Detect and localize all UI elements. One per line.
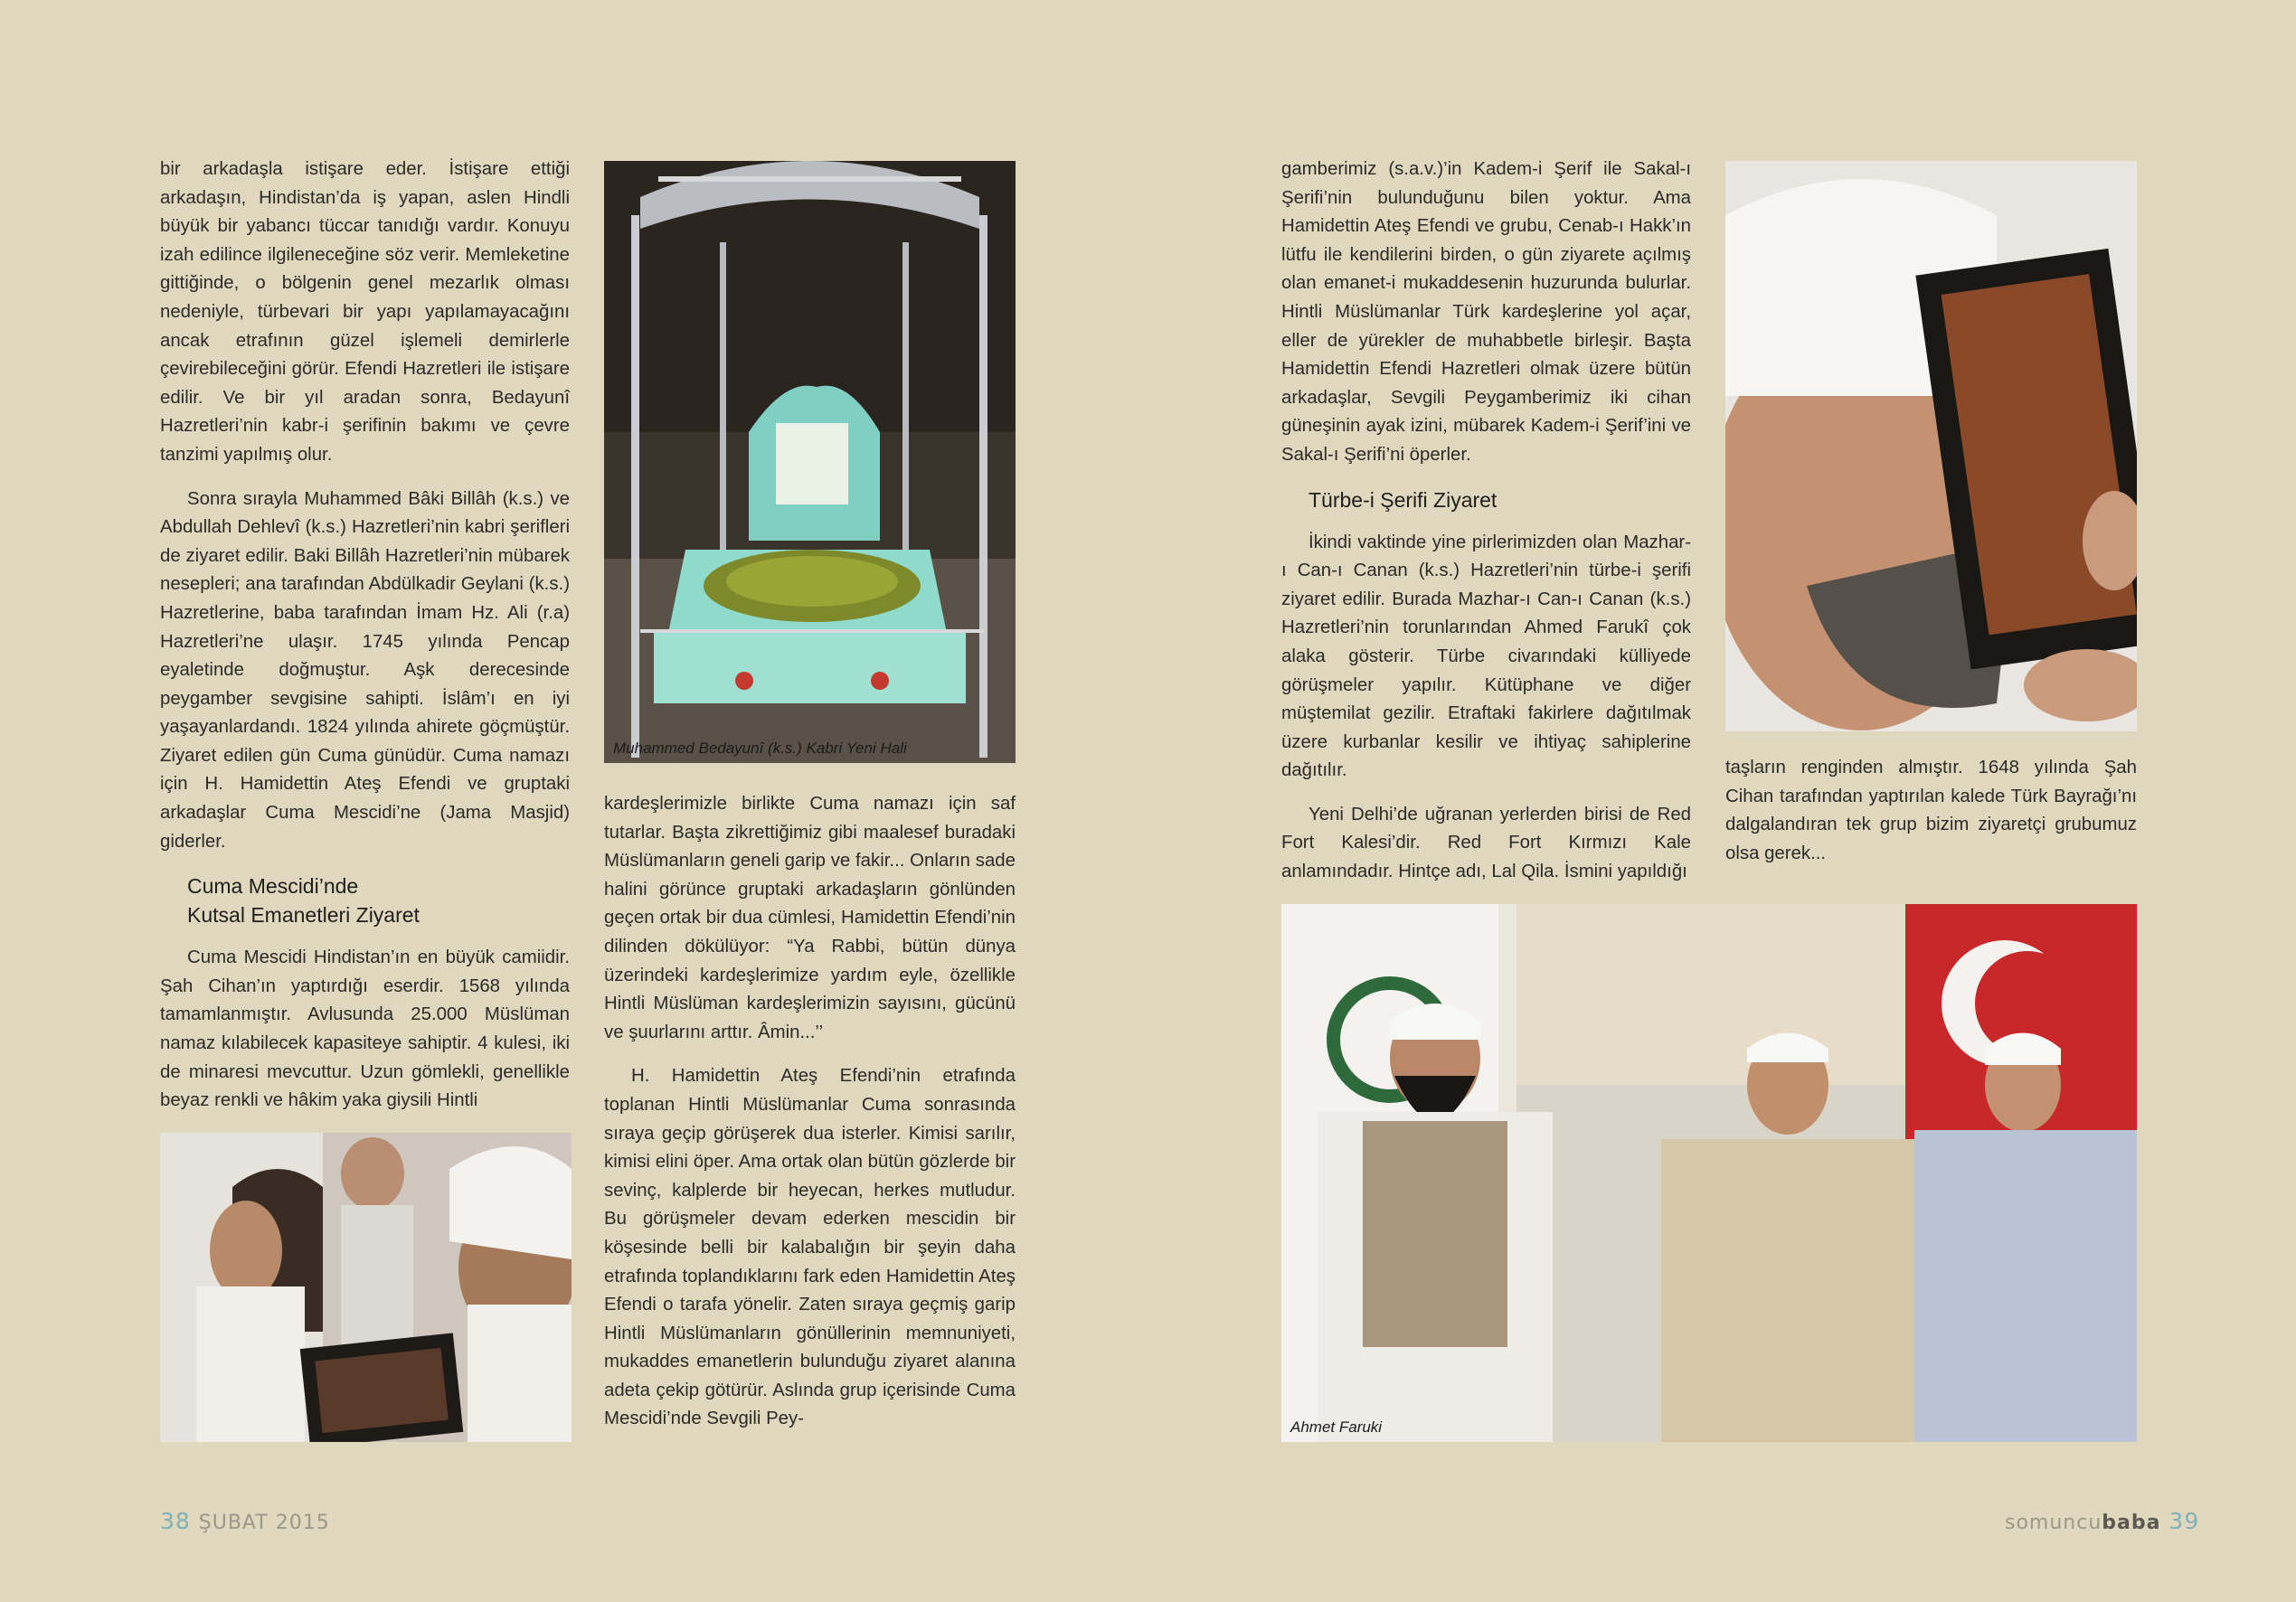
right-page — [1148, 0, 2296, 1602]
paragraph: H. Hamidettin Ateş Efendi’nin etrafında toplanan Hintli Müslümanlar Cuma sonrasında sıraya geçip görüşerek dua isterler. Kimisi sarılır, kimisi elini öper. Ama ortak olan bütün gözlerde bir sevinç, kalplerde bir heyecan, herkes mutludur. Bu görüşmeler devam ederken mescidin bir köşesinde belli bir kalabalığın bir şeyin daha etrafında toplandıklarını fark eden Hamidettin Ateş Efendi o tarafa yönelir. Zaten sıraya geçmiş garip Hintli Müslümanların gönüllerinin memnuniyeti, mukaddes emanetlerin bulunduğu ziyaret alanına adeta çekip götürür. Aslında grup içerisinde Cuma Mescidi’nde Sevgili Pey- — [604, 1066, 1016, 1429]
paragraph: gamberimiz (s.a.v.)’in Kadem-i Şerif ile Sakal-ı Şerifi’nin bulunduğunu bilen yoktur. Ama Hamidettin Ateş Efendi ve grubu, Cenab-ı Hakk’ın lütfu ile kendilerini birden, o gün ziyarete açılmış olan emanet-i mukaddesenin huzurunda bulurlar. Hintli Müslümanlar Türk kardeşlerine yol açar, eller de yürekler de muhabbetle birleşir. Başta Hamidettin Efendi Hazretleri olmak üzere bütün arkadaşlar, Sevgili Peygamberimiz iki cihan güneşinin ayak izini, mübarek Kadem-i Şerif’ini ve Sakal-ı Şerifi’ni öperler. — [1281, 159, 1691, 465]
paragraph: Yeni Delhi’de uğranan yerlerden birisi de Red Fort Kalesi’dir. Red Fort Kırmızı Kale anlamındadır. Hintçe adı, Lal Qila. İsmini yapıldığı — [1281, 804, 1691, 882]
left-column-1 — [160, 155, 570, 1131]
right-column-2 — [1725, 754, 2137, 883]
section-heading — [187, 872, 570, 929]
paragraph: Sonra sırayla Muhammed Bâki Billâh (k.s.) ve Abdullah Dehlevî (k.s.) Hazretleri’nin kabri şerifleri de ziyaret edilir. Baki Billâh Hazretleri’nin mübarek nesepleri; ana tarafından Abdülkadir Geylani (k.s.) Hazretlerine, baba tarafından İmam Hz. Ali (r.a) Hazretleri’ne ulaşır. 1745 yılında Pencap eyaletinde doğmuştur. Aşk derecesinde peygamber sevgisine sahipti. İslâm’ı en iyi yaşayanlardandı. 1824 yılında ahirete göçmüştür. Ziyaret edilen gün Cuma günüdür. Cuma namazı için H. Hamidettin Ateş Efendi ve gruptaki arkadaşlar Cuma Mescidi’ne (Jama Masjid) giderler. — [160, 488, 570, 852]
paragraph: taşların renginden almıştır. 1648 yılında Şah Cihan tarafından yaptırılan kalede Türk Bayrağı’nı dalgalandıran tek grup bizim ziyaretçi grubumuz olsa gerek... — [1725, 758, 2137, 863]
photo-caption: Ahmet Faruki — [1290, 1418, 1383, 1436]
grave-illustration — [604, 161, 1016, 763]
relic-illustration — [160, 1133, 572, 1442]
paragraph: bir arkadaşla istişare eder. İstişare ettiği arkadaşın, Hindistan’da iş yapan, aslen Hindli büyük bir yabancı tüccar tanıdığı vardır. Konuyu izah edilince ilgileneceğine söz verir. Memleketine gittiğinde, o bölgenin genel mezarlık olması nedeniyle, türbevari bir yapı yapılamayacağını ancak etrafının güzel işlemeli demirlerle çevirebileceğini görür. Efendi Hazretleri ile istişare edilir. Ve bir yıl aradan sonra, Bedayunî Hazretleri’nin kabr-i şerifinin bakımı ve çevre tanzimi yapılmış olur. — [160, 159, 570, 465]
group-photo — [1281, 904, 2137, 1442]
right-column-1 — [1281, 155, 1691, 902]
photo-caption: Muhammed Bedayunî (k.s.) Kabri Yeni Hali — [613, 740, 907, 757]
page-number: 38 — [160, 1508, 191, 1534]
grave-photo — [604, 161, 1016, 763]
relic-photo — [160, 1133, 572, 1442]
relic-kiss-photo — [1725, 161, 2137, 731]
issue-date: ŞUBAT 2015 — [198, 1512, 330, 1534]
brand-light: somuncu — [2005, 1512, 2102, 1534]
paragraph: Cuma Mescidi Hindistan’ın en büyük camiidir. Şah Cihan’ın yaptırdığı eserdir. 1568 yılında tamamlanmıştır. Avlusunda 25.000 Müslüman namaz kılabilecek kapasiteye sahiptir. 4 kulesi, iki de minaresi mevcuttur. Uzun gömlekli, genellikle beyaz renkli ve hâkim yaka giysili Hintli — [160, 947, 570, 1111]
left-column-2 — [604, 790, 1016, 1449]
heading-line: Kutsal Emanetleri Ziyaret — [187, 903, 420, 928]
page-folio-left — [160, 1508, 330, 1534]
relic-kiss-illustration — [1725, 161, 2137, 731]
paragraph: İkindi vaktinde yine pirlerimizden olan Mazhar-ı Can-ı Canan (k.s.) Hazretleri’nin türbe-i şerifi ziyaret edilir. Burada Mazhar-ı Can-ı Canan (k.s.) Hazretleri’nin torunlarından Ahmed Farukî çok alaka gösterir. Türbe civarındaki külliyede görüşmeler yapılır. Kütüphane ve diğer müştemilat gezilir. Etraftaki fakirlere dağıtılmak üzere kurbanlar kesilir ve ihtiyaç sahiplerine dağıtılır. — [1281, 532, 1691, 781]
magazine-brand — [2005, 1512, 2160, 1534]
brand-bold: baba — [2102, 1512, 2161, 1534]
page-number: 39 — [2168, 1508, 2200, 1534]
paragraph: kardeşlerimizle birlikte Cuma namazı için saf tutarlar. Başta zikrettiğimiz gibi maalesef buradaki Müslümanların geneli garip ve fakir... Onların sade halini görünce gruptaki arkadaşların gönlünden geçen ortak bir dua cümlesi, Hamidettin Efendi’nin dilinden dökülüyor: “Ya Rabbi, bütün dünya üzerindeki kardeşlerimize yardım eyle, özellikle Hintli Müslüman kardeşlerimizin sayısını, gücünü ve şuurlarını arttır. Âmin...’’ — [604, 794, 1016, 1042]
section-heading: Türbe-i Şerifi Ziyaret — [1309, 487, 1498, 512]
heading-line: Cuma Mescidi’nde — [187, 874, 359, 899]
page-folio-right — [2005, 1508, 2199, 1534]
group-illustration — [1281, 904, 2137, 1442]
